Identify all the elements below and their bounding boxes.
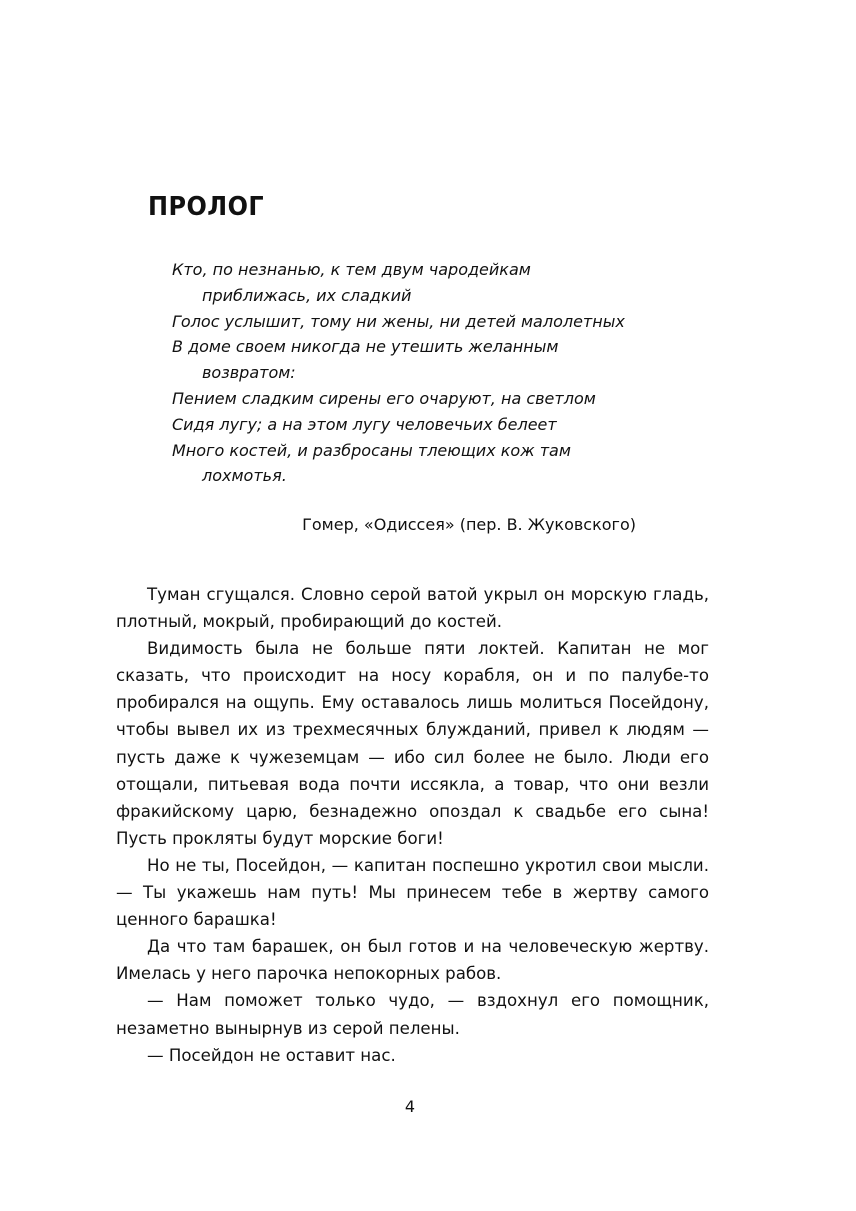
paragraph: Туман сгущался. Словно серой ватой укрыл он морскую гладь, плотный, мокрый, пробирающий до костей.: [116, 585, 709, 632]
epigraph-line: Кто, по незнанью, к тем двум чародейкам: [172, 260, 531, 279]
epigraph-verse: [172, 257, 692, 489]
epigraph-attribution: Гомер, «Одиссея» (пер. В. Жуковского): [302, 515, 636, 534]
chapter-title: ПРОЛОГ: [148, 192, 265, 222]
epigraph-line: В доме своем никогда не утешить желанным: [172, 337, 559, 357]
epigraph-line: Много костей, и разбросаны тлеющих кож там: [172, 440, 571, 460]
body-text: [116, 581, 709, 1069]
epigraph-line: Голос услышит, тому ни жены, ни детей малолетных: [172, 311, 625, 331]
epigraph-line: лохмотья.: [202, 466, 287, 486]
paragraph: Да что там барашек, он был готов и на человеческую жертву. Имелась у него парочка непокорных рабов.: [116, 937, 709, 984]
epigraph-line: Пением сладким сирены его очаруют, на светлом: [172, 388, 596, 408]
paragraph: — Нам поможет только чудо, — вздохнул его помощник, незаметно вынырнув из серой пелены.: [116, 991, 709, 1038]
epigraph-line: приближась, их сладкий: [202, 285, 412, 305]
paragraph: Видимость была не больше пяти локтей. Капитан не мог сказать, что происходит на носу корабля, он и по палубе-то пробирался на ощупь. Ему оставалось лишь молиться Посейдону, чтобы вывел их из трехмесячных блужданий, привел к людям — пусть даже к чужеземцам — ибо сил более не было. Люди его отощали, питьевая вода почти иссякла, а товар, что они везли фракийскому царю, безнадежно опоздал к свадьбе его сына! Пусть прокляты будут морские боги!: [116, 639, 709, 848]
paragraph: Но не ты, Посейдон, — капитан поспешно укротил свои мысли. — Ты укажешь нам путь! Мы принесем тебе в жертву самого ценного барашка!: [116, 855, 709, 930]
epigraph-line: Сидя лугу; а на этом лугу человечьих белеет: [172, 414, 557, 434]
paragraph: — Посейдон не оставит нас.: [147, 1045, 396, 1065]
page-number: 4: [404, 1097, 416, 1116]
epigraph-line: возвратом:: [202, 363, 296, 383]
